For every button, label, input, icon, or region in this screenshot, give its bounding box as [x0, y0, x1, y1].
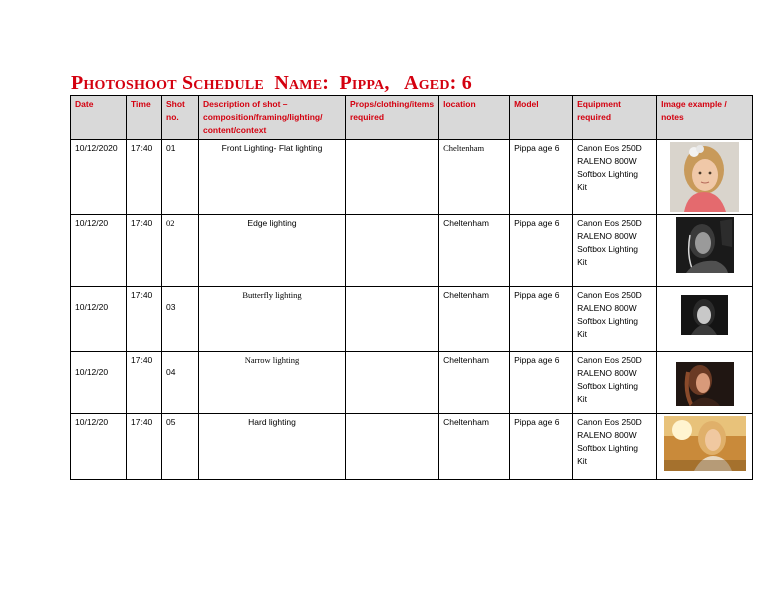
equipment-line: RALENO 800W: [577, 368, 637, 378]
cell-equipment: [573, 287, 657, 352]
cell-model: Pippa age 6: [510, 140, 573, 215]
cell-model: Pippa age 6: [510, 215, 573, 287]
header-image-notes: Image example / notes: [657, 96, 753, 140]
cell-props: [346, 352, 439, 414]
equipment-line: Softbox Lighting: [577, 244, 639, 254]
equipment-line: Canon Eos 250D: [577, 290, 642, 300]
cell-equipment: [573, 414, 657, 480]
cell-model: Pippa age 6: [510, 352, 573, 414]
header-props: Props/clothing/items required: [346, 96, 439, 140]
cell-description: Edge lighting: [199, 215, 346, 287]
cell-equipment: [573, 140, 657, 215]
equipment-line: Canon Eos 250D: [577, 218, 642, 228]
table-row: [71, 215, 753, 287]
example-photo-edge-lighting: [676, 217, 734, 273]
equipment-line: Kit: [577, 456, 587, 466]
cell-description: Butterfly lighting: [199, 287, 346, 352]
table-row: [71, 140, 753, 215]
cell-image: [657, 414, 753, 480]
equipment-line: RALENO 800W: [577, 231, 637, 241]
cell-shot: 05: [162, 414, 199, 480]
title-main: Photoshoot Schedule: [71, 72, 264, 94]
cell-location: Cheltenham: [439, 140, 510, 215]
cell-shot: 03: [162, 287, 199, 352]
header-date: Date: [71, 96, 127, 140]
cell-location: Cheltenham: [439, 352, 510, 414]
title-name-label: Name:: [274, 72, 330, 94]
cell-image: [657, 140, 753, 215]
equipment-line: Canon Eos 250D: [577, 417, 642, 427]
cell-date: 10/12/2020: [71, 140, 127, 215]
table-row: [71, 352, 753, 414]
cell-props: [346, 287, 439, 352]
cell-props: [346, 140, 439, 215]
equipment-line: Kit: [577, 257, 587, 267]
header-description: Description of shot – composition/framing/lighting/ content/context: [199, 96, 346, 140]
cell-time: 17:40: [127, 215, 162, 287]
cell-date: 10/12/20: [71, 352, 127, 414]
title-aged-value: 6: [461, 72, 472, 94]
cell-shot: 01: [162, 140, 199, 215]
cell-model: Pippa age 6: [510, 414, 573, 480]
equipment-line: Softbox Lighting: [577, 169, 639, 179]
cell-location: Cheltenham: [439, 215, 510, 287]
cell-description: Front Lighting- Flat lighting: [199, 140, 346, 215]
equipment-line: Canon Eos 250D: [577, 355, 642, 365]
cell-time: 17:40: [127, 140, 162, 215]
equipment-line: Softbox Lighting: [577, 381, 639, 391]
cell-image: [657, 352, 753, 414]
equipment-line: RALENO 800W: [577, 156, 637, 166]
cell-date: 10/12/20: [71, 215, 127, 287]
header-location: location: [439, 96, 510, 140]
equipment-line: Softbox Lighting: [577, 316, 639, 326]
cell-date: 10/12/20: [71, 287, 127, 352]
equipment-line: Kit: [577, 329, 587, 339]
example-photo-hard-lighting: [664, 416, 746, 471]
equipment-line: Kit: [577, 394, 587, 404]
cell-location: Cheltenham: [439, 414, 510, 480]
title-name-value: Pippa,: [339, 72, 390, 94]
header-shot-no: Shot no.: [162, 96, 199, 140]
cell-shot: 02: [162, 215, 199, 287]
page-title: [71, 72, 472, 96]
cell-image: [657, 287, 753, 352]
header-time: Time: [127, 96, 162, 140]
cell-date: 10/12/20: [71, 414, 127, 480]
header-equipment: Equipment required: [573, 96, 657, 140]
cell-time: 17:40: [127, 287, 162, 352]
cell-description: Hard lighting: [199, 414, 346, 480]
header-row: [71, 96, 753, 140]
example-photo-girl-flowers: [670, 142, 739, 212]
cell-location: Cheltenham: [439, 287, 510, 352]
cell-image: [657, 215, 753, 287]
equipment-line: RALENO 800W: [577, 430, 637, 440]
cell-time: 17:40: [127, 352, 162, 414]
header-model: Model: [510, 96, 573, 140]
title-aged-label: Aged:: [404, 72, 457, 94]
example-photo-narrow-lighting: [676, 362, 734, 406]
cell-props: [346, 414, 439, 480]
schedule-table: [70, 95, 753, 480]
cell-equipment: [573, 352, 657, 414]
table-row: [71, 287, 753, 352]
equipment-line: Canon Eos 250D: [577, 143, 642, 153]
cell-equipment: [573, 215, 657, 287]
cell-model: Pippa age 6: [510, 287, 573, 352]
equipment-line: RALENO 800W: [577, 303, 637, 313]
cell-props: [346, 215, 439, 287]
cell-time: 17:40: [127, 414, 162, 480]
equipment-line: Kit: [577, 182, 587, 192]
table-row: [71, 414, 753, 480]
example-photo-butterfly-lighting: [681, 295, 728, 335]
cell-description: Narrow lighting: [199, 352, 346, 414]
equipment-line: Softbox Lighting: [577, 443, 639, 453]
cell-shot: 04: [162, 352, 199, 414]
